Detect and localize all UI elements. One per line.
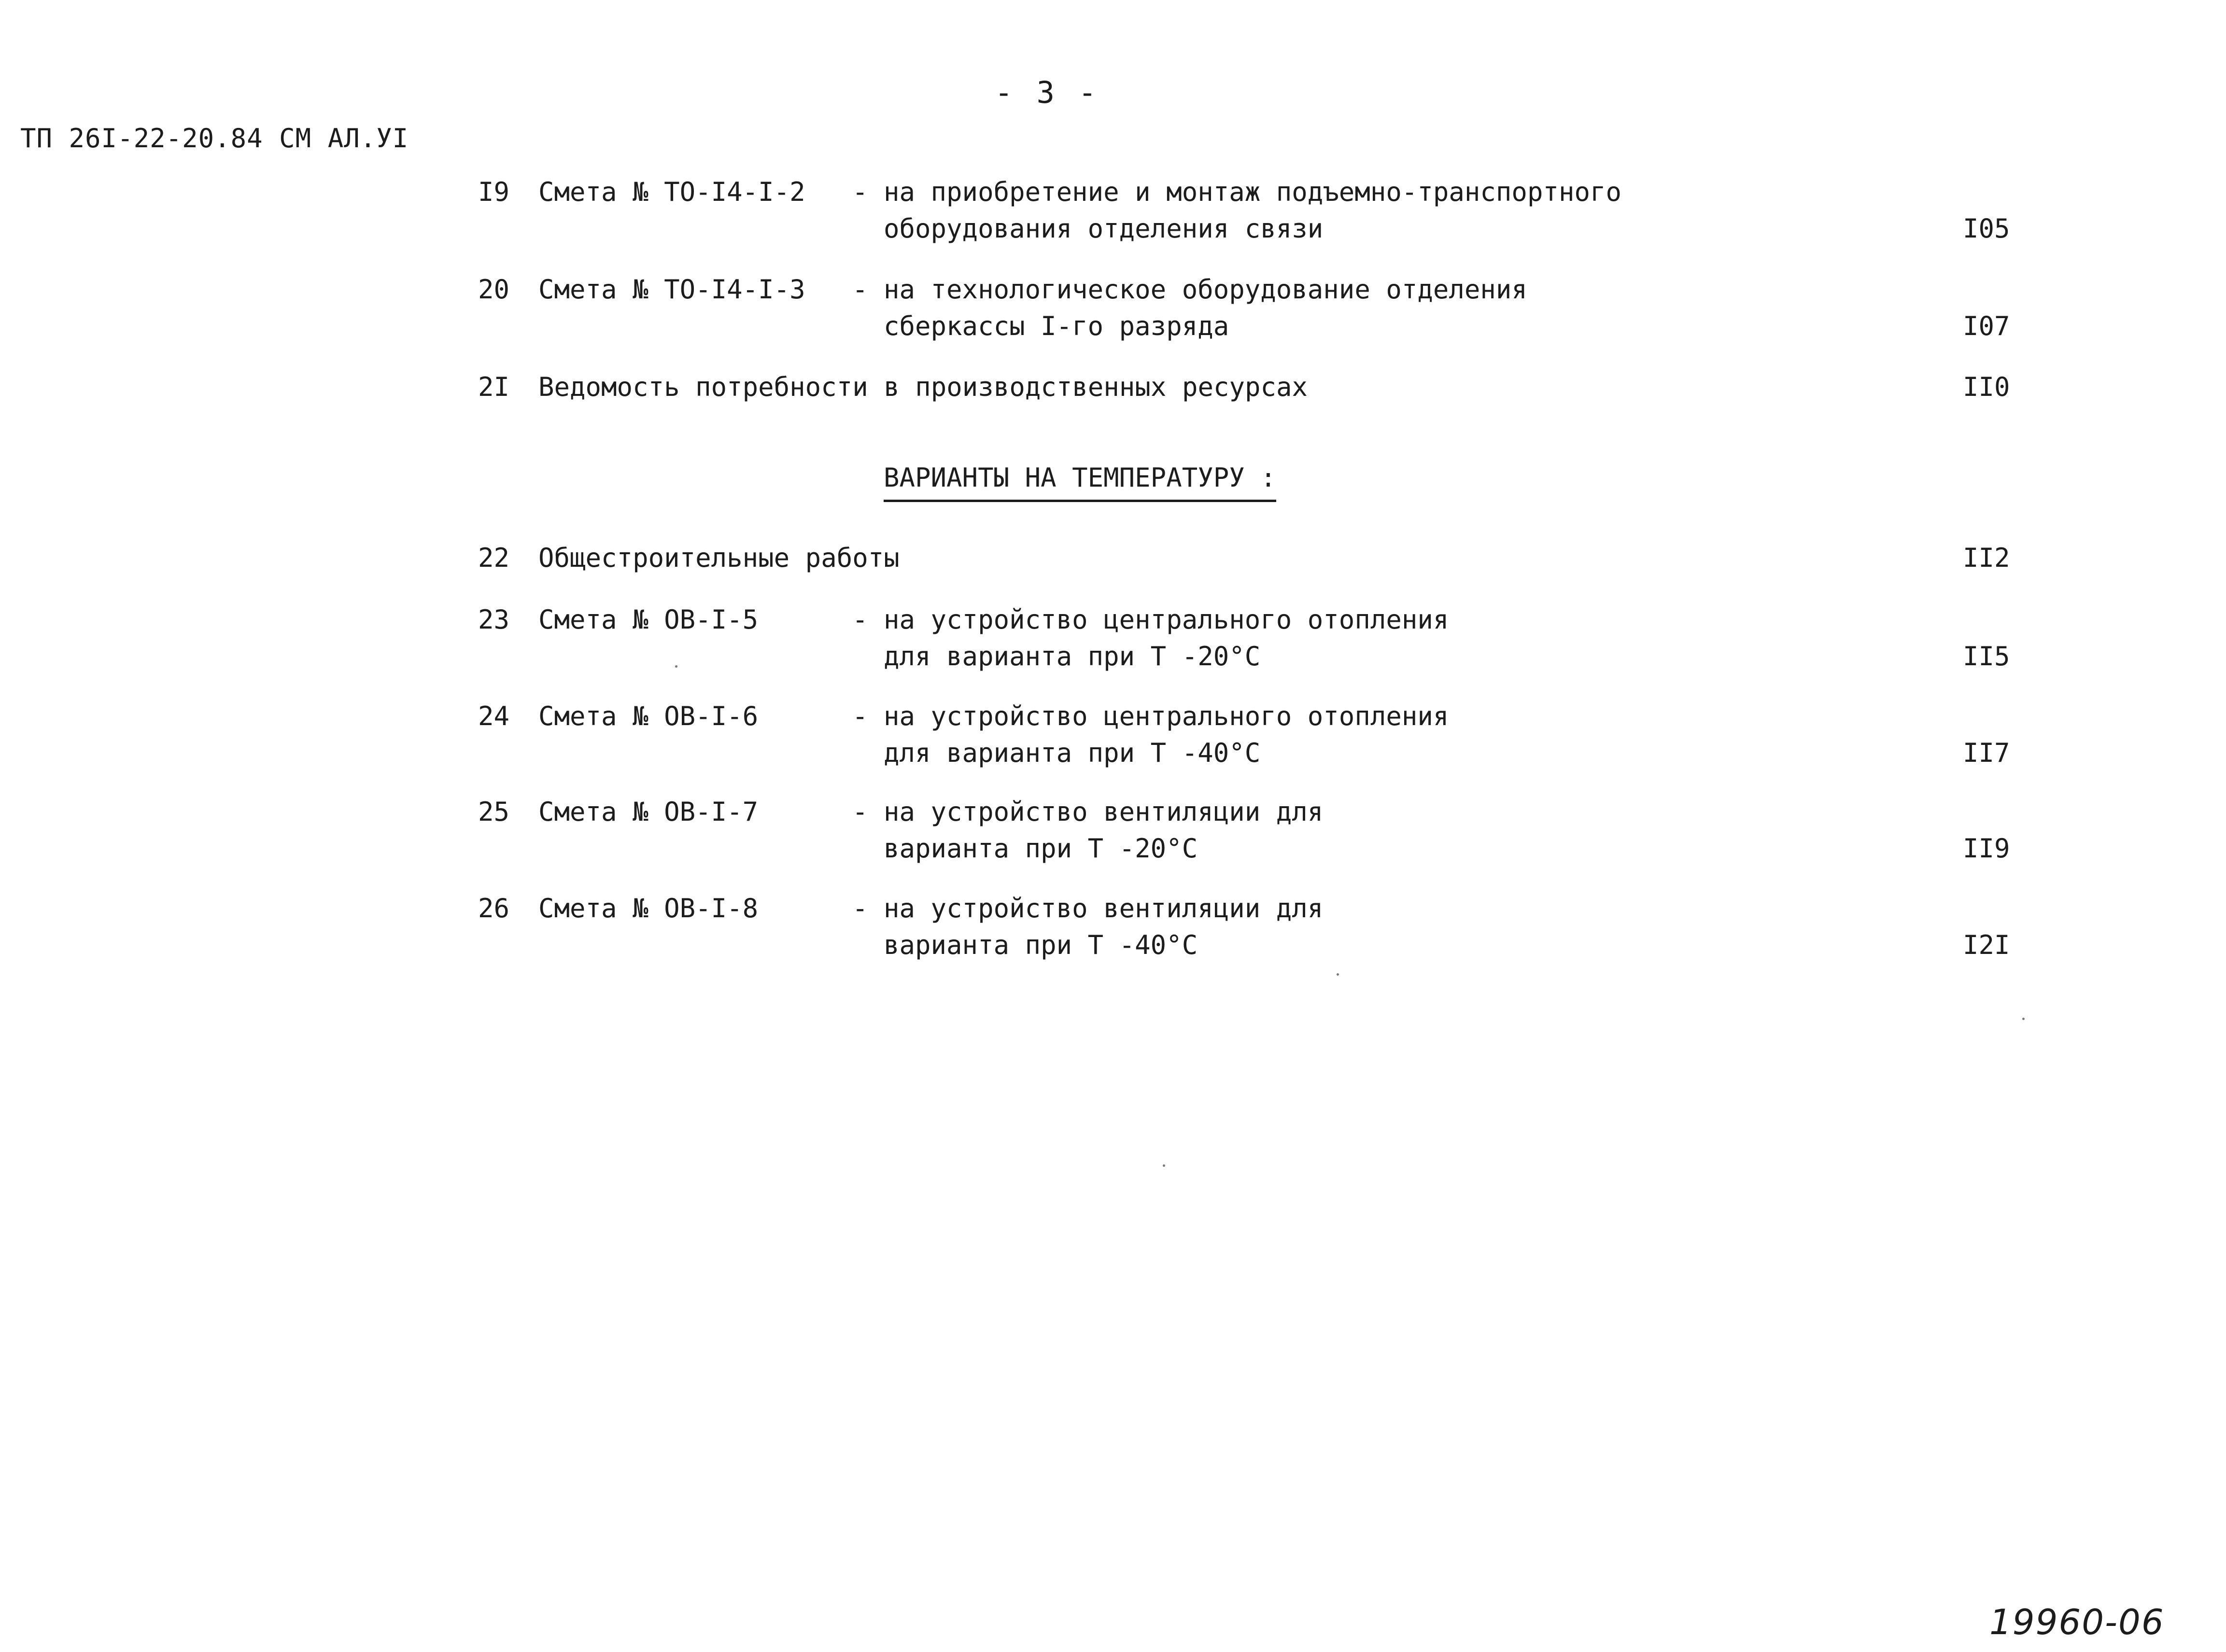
entry-title: Смета № ОВ-I-5 bbox=[538, 604, 759, 635]
entry-page: II9 bbox=[1963, 833, 2010, 864]
entry-title: Смета № ОВ-I-8 bbox=[538, 893, 759, 924]
entry-description: на устройство вентиляции для варианта при Т -20°С bbox=[884, 797, 1324, 864]
entry-dash: - bbox=[852, 797, 868, 827]
document-code: ТП 26I-22-20.84 СМ АЛ.УI bbox=[20, 123, 409, 154]
entry-title: Ведомость потребности в производственных ресурсах bbox=[538, 372, 1308, 402]
entry-title: Смета № ОВ-I-6 bbox=[538, 701, 759, 731]
entry-description: на устройство центрального отопления для варианта при Т -40°С bbox=[884, 701, 1449, 768]
entry-page: I2I bbox=[1963, 930, 2010, 960]
entry-number: 22 bbox=[478, 543, 510, 573]
page-number: - 3 - bbox=[995, 75, 1099, 110]
entry-title: Смета № ТО-I4-I-2 bbox=[538, 177, 805, 207]
entry-number: 20 bbox=[478, 274, 510, 305]
archive-stamp: 19960-06 bbox=[1989, 1602, 2165, 1642]
entry-page: II0 bbox=[1963, 372, 2010, 402]
entry-page: I07 bbox=[1963, 311, 2010, 341]
entry-dash: - bbox=[852, 177, 868, 207]
entry-dash: - bbox=[852, 893, 868, 924]
entry-page: I05 bbox=[1963, 213, 2010, 244]
entry-number: I9 bbox=[478, 177, 510, 207]
entry-title: Общестроительные работы bbox=[538, 543, 900, 573]
entry-title: Смета № ТО-I4-I-3 bbox=[538, 274, 805, 305]
entry-description: на технологическое оборудование отделения сберкассы I-го разряда bbox=[884, 274, 1527, 341]
scan-speck bbox=[2022, 1018, 2025, 1020]
scan-speck bbox=[675, 665, 677, 668]
entry-title: Смета № ОВ-I-7 bbox=[538, 797, 759, 827]
entry-description: на приобретение и монтаж подъемно-транспортного оборудования отделения связи bbox=[884, 177, 1622, 244]
entry-number: 26 bbox=[478, 893, 510, 924]
scan-speck bbox=[1163, 1164, 1165, 1167]
entry-description: на устройство вентиляции для варианта при Т -40°С bbox=[884, 893, 1324, 960]
section-heading: ВАРИАНТЫ НА ТЕМПЕРАТУРУ : bbox=[884, 462, 1276, 502]
entry-number: 23 bbox=[478, 604, 510, 635]
entry-page: II5 bbox=[1963, 641, 2010, 672]
entry-number: 24 bbox=[478, 701, 510, 731]
entry-number: 2I bbox=[478, 372, 510, 402]
entry-number: 25 bbox=[478, 797, 510, 827]
entry-dash: - bbox=[852, 274, 868, 305]
entry-description: на устройство центрального отопления для варианта при Т -20°С bbox=[884, 604, 1449, 672]
entry-dash: - bbox=[852, 604, 868, 635]
entry-dash: - bbox=[852, 701, 868, 731]
entry-page: II2 bbox=[1963, 543, 2010, 573]
entry-page: II7 bbox=[1963, 738, 2010, 768]
scan-speck bbox=[1337, 973, 1339, 976]
